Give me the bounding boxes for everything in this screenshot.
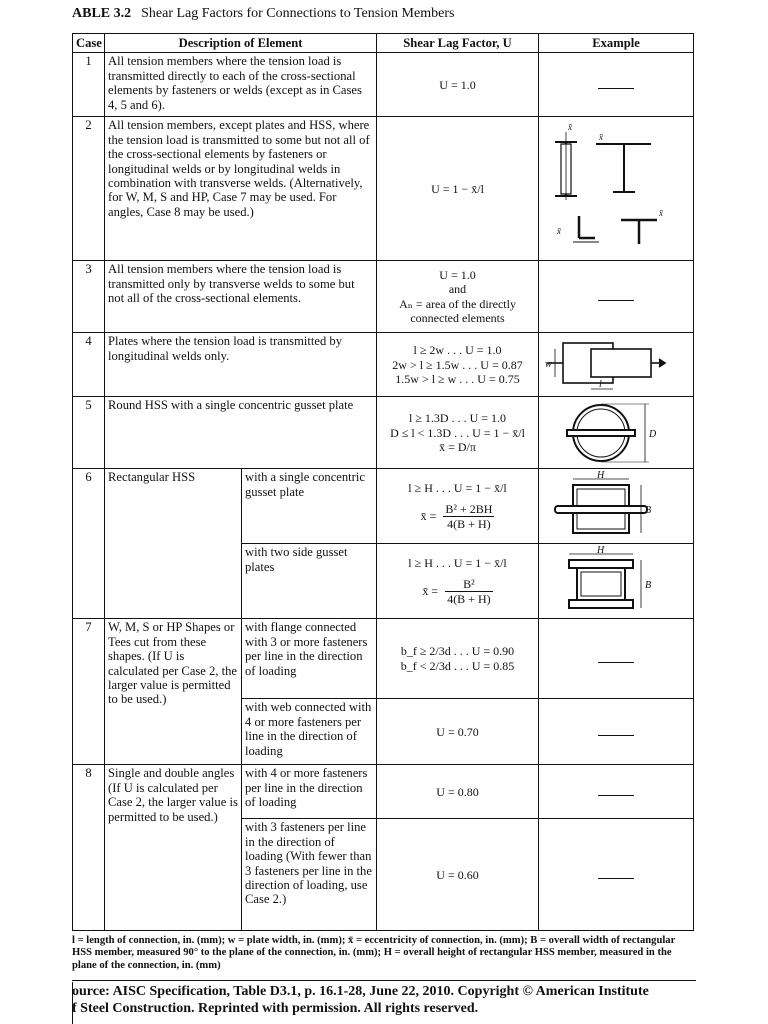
case-description: Round HSS with a single concentric gusset plate: [105, 397, 377, 469]
table-row: [73, 333, 694, 397]
shear-lag-factor: [377, 469, 539, 544]
factor-line: l ≥ 2w . . . U = 1.0: [413, 343, 502, 358]
shear-lag-table: [72, 33, 694, 931]
case-description: W, M, S or HP Shapes or Tees cut from these shapes. (If U is calculated per Case 2, the larger value is permitted to be used.): [105, 619, 242, 765]
sub-description: with 3 fasteners per line in the direction of loading (With fewer than 3 fasteners per line in the direction of loading, use Case 2.): [242, 819, 377, 931]
denominator: 4(B + H): [447, 592, 491, 607]
shear-lag-factor: U = 1.0: [377, 53, 539, 117]
header-factor: Shear Lag Factor, U: [377, 34, 539, 53]
case-description: All tension members, except plates and HSS, where the tension load is transmitted to some but not all of the cross-sectional elements by fasteners or longitudinal welds or by longitudinal welds in combination with transverse welds. (Alternatively, for W, M, S and HP, Case 7 may be used. For angles, Case 8 may be used.): [105, 117, 377, 261]
case-number: 7: [73, 619, 105, 765]
fraction: [443, 502, 494, 532]
xbar-label: x̄: [568, 121, 573, 132]
source-line: f Steel Construction. Reprinted with permission. All rights reserved.: [72, 1001, 479, 1016]
header-row: [73, 34, 694, 53]
case-number: 8: [73, 765, 105, 931]
table-caption: Shear Lag Factors for Connections to Tension Members: [141, 6, 455, 21]
shear-lag-factor: [377, 544, 539, 619]
case-number: 5: [73, 397, 105, 469]
case-number: 4: [73, 333, 105, 397]
denominator: 4(B + H): [447, 517, 491, 532]
rect-hss-side-gusset-diagram: [541, 546, 691, 616]
shear-lag-factor: [377, 333, 539, 397]
header-description: Description of Element: [105, 34, 377, 53]
shear-lag-factor: [377, 619, 539, 699]
case-number: 2: [73, 117, 105, 261]
factor-line: l ≥ 1.3D . . . U = 1.0: [409, 411, 507, 426]
dash-mark: [598, 735, 634, 736]
case-description: Single and double angles (If U is calculated per Case 2, the larger value is permitted to be used.): [105, 765, 242, 931]
example-none: [539, 765, 694, 819]
sub-description: with two side gusset plates: [242, 544, 377, 619]
example-none: [539, 53, 694, 117]
plate-weld-diagram: [541, 335, 691, 395]
xbar-eq: x̄ =: [422, 583, 439, 598]
example-diagram: [539, 544, 694, 619]
case-description: Rectangular HSS: [105, 469, 242, 619]
source-line: ource: AISC Specification, Table D3.1, p. 16.1-28, June 22, 2010. Copyright © American Institute: [72, 984, 649, 999]
factor-line: b_f < 2/3d . . . U = 0.85: [400, 658, 515, 673]
case-description: Plates where the tension load is transmitted by longitudinal welds only.: [105, 333, 377, 397]
dash-mark: [598, 300, 634, 301]
case-description: All tension members where the tension load is transmitted directly to each of the cross-sectional elements by fasteners or welds (except as in Cases 4, 5 and 6).: [105, 53, 377, 117]
factor-line: b_f ≥ 2/3d . . . U = 0.90: [400, 644, 515, 659]
example-diagram: [539, 469, 694, 544]
D-label: D: [649, 428, 657, 440]
xbar-formula: [380, 502, 535, 532]
example-none: [539, 619, 694, 699]
table-title: [72, 6, 454, 22]
dash-mark: [598, 878, 634, 879]
shear-lag-factor: U = 0.80: [377, 765, 539, 819]
H-label: H: [597, 471, 605, 482]
case-number: 6: [73, 469, 105, 619]
w-label: w: [545, 358, 552, 370]
sub-description: with flange connected with 3 or more fasteners per line in the direction of loading: [242, 619, 377, 699]
table-row: [73, 619, 694, 699]
B-label: B: [645, 505, 652, 517]
H-label: H: [597, 546, 605, 557]
table-row: [73, 765, 694, 819]
example-none: [539, 819, 694, 931]
xbar-eq: x̄ =: [420, 508, 437, 523]
rect-hss-single-gusset-diagram: [541, 471, 691, 541]
xbar-formula: [380, 577, 535, 607]
header-example: Example: [539, 34, 694, 53]
table-number: ABLE 3.2: [72, 6, 132, 21]
example-diagram: [539, 333, 694, 397]
shear-lag-factor: [377, 261, 539, 333]
factor-line: Aₙ = area of the directly: [399, 296, 516, 311]
l-label: l: [599, 378, 602, 390]
numerator: B² + 2BH: [445, 501, 493, 516]
factor-line: connected elements: [410, 311, 505, 326]
dash-mark: [598, 662, 634, 663]
factor-line: U = 1.0: [439, 267, 476, 282]
notes-divider: [72, 980, 696, 981]
shear-lag-factor: [377, 397, 539, 469]
factor-line: x̄ = D/π: [439, 440, 476, 455]
case-description: All tension members where the tension load is transmitted only by transverse welds to some but not all of the cross-sectional elements.: [105, 261, 377, 333]
round-hss-diagram: [541, 400, 691, 466]
factor-line: and: [448, 282, 467, 297]
table-row: [73, 117, 694, 261]
sub-description: with a single concentric gusset plate: [242, 469, 377, 544]
factor-line: 1.5w > l ≥ w . . . U = 0.75: [395, 372, 520, 387]
example-diagram: [539, 117, 694, 261]
xbar-label: x̄: [599, 131, 604, 142]
fraction: [445, 577, 492, 607]
case-number: 1: [73, 53, 105, 117]
example-none: [539, 261, 694, 333]
table-row: [73, 469, 694, 544]
factor-line: 2w > l ≥ 1.5w . . . U = 0.87: [392, 357, 523, 372]
xbar-label: x̄: [557, 225, 562, 236]
numerator: B²: [445, 577, 492, 593]
sub-description: with 4 or more fasteners per line in the direction of loading: [242, 765, 377, 819]
B-label: B: [645, 580, 652, 592]
shear-lag-factor: U = 1 − x̄/l: [377, 117, 539, 261]
table-row: [73, 397, 694, 469]
shear-lag-factor: U = 0.60: [377, 819, 539, 931]
example-none: [539, 699, 694, 765]
section-shapes-diagram: [541, 120, 691, 258]
factor-line: l ≥ H . . . U = 1 − x̄/l: [408, 556, 507, 571]
dash-mark: [598, 795, 634, 796]
shear-lag-factor: U = 0.70: [377, 699, 539, 765]
table-row: [73, 53, 694, 117]
factor-line: l ≥ H . . . U = 1 − x̄/l: [408, 481, 507, 496]
header-case: Case: [73, 34, 105, 53]
table-notes: l = length of connection, in. (mm); w = plate width, in. (mm); x̄ = eccentricity of connection, in. (mm); B = overall width of rectangular HSS member, measured 90° to the plane of the connection, in. (mm); H = overall height of rectangular HSS member, measured in the plane of the connection, in. (mm): [72, 935, 676, 971]
factor-line: D ≤ l < 1.3D . . . U = 1 − x̄/l: [390, 425, 525, 440]
xbar-label: x̄: [659, 207, 664, 218]
dash-mark: [598, 88, 634, 89]
table-row: [73, 261, 694, 333]
example-diagram: [539, 397, 694, 469]
sub-description: with web connected with 4 or more fasteners per line in the direction of loading: [242, 699, 377, 765]
case-number: 3: [73, 261, 105, 333]
source-credit: [72, 983, 712, 1017]
